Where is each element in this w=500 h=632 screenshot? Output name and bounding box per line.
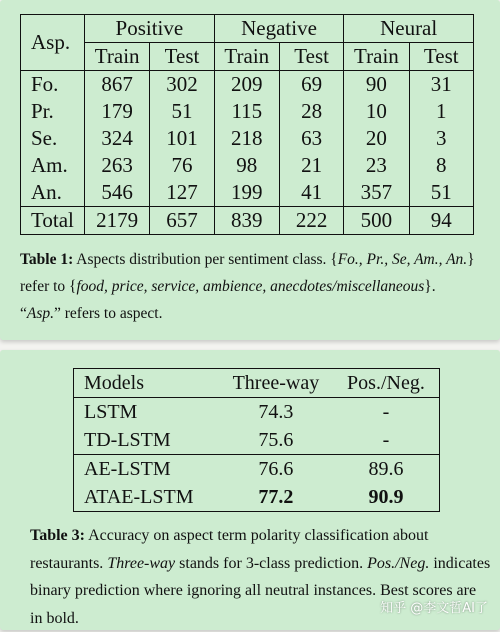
cell: 51 (150, 98, 214, 125)
cell: 10 (344, 98, 409, 125)
table-row (21, 98, 474, 125)
row-label: Pr. (21, 98, 85, 125)
caption-three-way: Three-way (107, 554, 176, 572)
cell: 1 (409, 98, 473, 125)
cell-three-way: 74.3 (258, 401, 294, 423)
caption-text: ” refers to aspect. (54, 305, 163, 322)
cell: 867 (85, 71, 150, 99)
cell-three-way: 75.6 (258, 429, 294, 451)
cell: 179 (85, 98, 150, 125)
table-row-total (21, 207, 474, 235)
header-negative: Negative (214, 15, 344, 43)
table-row (21, 179, 474, 207)
caption-text: }. “ (20, 278, 436, 322)
table3-card (0, 350, 500, 630)
header-three-way: Three-way (232, 372, 320, 394)
table3-header-row (74, 369, 440, 398)
table1 (20, 14, 474, 235)
caption-text: } refer to { (20, 251, 475, 295)
row-model: ATAE-LSTM (84, 486, 194, 508)
cell-three-way: 76.6 (258, 458, 294, 480)
cell: 51 (409, 179, 473, 207)
cell-pos-neg: 89.6 (368, 458, 404, 480)
cell: 115 (214, 98, 279, 125)
table-row (74, 426, 440, 455)
cell-three-way: 77.2 (258, 486, 294, 508)
cell: 324 (85, 125, 150, 152)
row-label: Se. (21, 125, 85, 152)
cell: 263 (85, 152, 150, 179)
row-model: TD-LSTM (84, 429, 171, 451)
row-label: An. (21, 179, 85, 207)
table1-caption (20, 246, 480, 327)
cell: 357 (344, 179, 409, 207)
table-row (74, 455, 440, 484)
cell: 41 (279, 179, 343, 207)
table-row (74, 483, 440, 512)
cell: 101 (150, 125, 214, 152)
cell: 657 (150, 207, 214, 235)
caption-text: Accuracy on aspect term polarity classification about restaurants. (30, 527, 429, 572)
cell: 546 (85, 179, 150, 207)
cell: 222 (279, 207, 343, 235)
cell: 209 (214, 71, 279, 99)
row-label: Am. (21, 152, 85, 179)
cell: 302 (150, 71, 214, 99)
cell-pos-neg: - (382, 401, 390, 423)
caption-text: indicates binary prediction where ignoring all neutral instances. Best scores are in bold. (30, 554, 491, 627)
row-model: LSTM (84, 401, 138, 423)
cell: 3 (409, 125, 473, 152)
header-train: Train (344, 43, 409, 71)
caption-full: food, price, service, ambience, anecdotes/miscellaneous (76, 278, 425, 295)
caption-text: Aspects distribution per sentiment class. { (73, 251, 338, 268)
cell: 63 (279, 125, 343, 152)
header-asp: Asp. (21, 15, 85, 71)
row-model: AE-LSTM (84, 458, 171, 480)
cell: 500 (344, 207, 409, 235)
cell: 839 (214, 207, 279, 235)
header-train: Train (85, 43, 150, 71)
table-row (74, 398, 440, 427)
cell: 69 (279, 71, 343, 99)
header-models: Models (84, 372, 144, 394)
cell: 90 (344, 71, 409, 99)
caption-pos-neg: Pos./Neg. (367, 554, 430, 572)
watermark: 知乎 @李文哲AI了 (380, 601, 488, 616)
cell: 21 (279, 152, 343, 179)
header-test: Test (150, 43, 214, 71)
table-row (21, 71, 474, 99)
row-label: Fo. (21, 71, 85, 99)
caption-abbr: Fo., Pr., Se, Am., An. (337, 251, 468, 268)
header-test: Test (279, 43, 343, 71)
cell: 8 (409, 152, 473, 179)
cell: 127 (150, 179, 214, 207)
cell: 199 (214, 179, 279, 207)
caption-label: Table 1: (20, 251, 74, 268)
cell: 20 (344, 125, 409, 152)
table-row (21, 152, 474, 179)
cell: 23 (344, 152, 409, 179)
row-label: Total (21, 207, 85, 235)
header-neural: Neural (344, 15, 474, 43)
cell: 218 (214, 125, 279, 152)
cell-pos-neg: 90.9 (368, 486, 404, 508)
cell: 28 (279, 98, 343, 125)
caption-label: Table 3: (30, 527, 85, 544)
caption-asp: Asp. (26, 305, 55, 322)
header-train: Train (214, 43, 279, 71)
cell-pos-neg: - (382, 429, 390, 451)
caption-text: stands for 3-class prediction. (175, 554, 368, 572)
cell: 31 (409, 71, 473, 99)
cell: 98 (214, 152, 279, 179)
cell: 94 (409, 207, 473, 235)
table3 (73, 368, 440, 512)
header-positive: Positive (85, 15, 215, 43)
header-pos-neg: Pos./Neg. (347, 372, 425, 394)
table3-body (74, 398, 440, 512)
cell: 76 (150, 152, 214, 179)
header-test: Test (409, 43, 473, 71)
table-row (21, 125, 474, 152)
table1-body (21, 71, 474, 207)
cell: 2179 (85, 207, 150, 235)
